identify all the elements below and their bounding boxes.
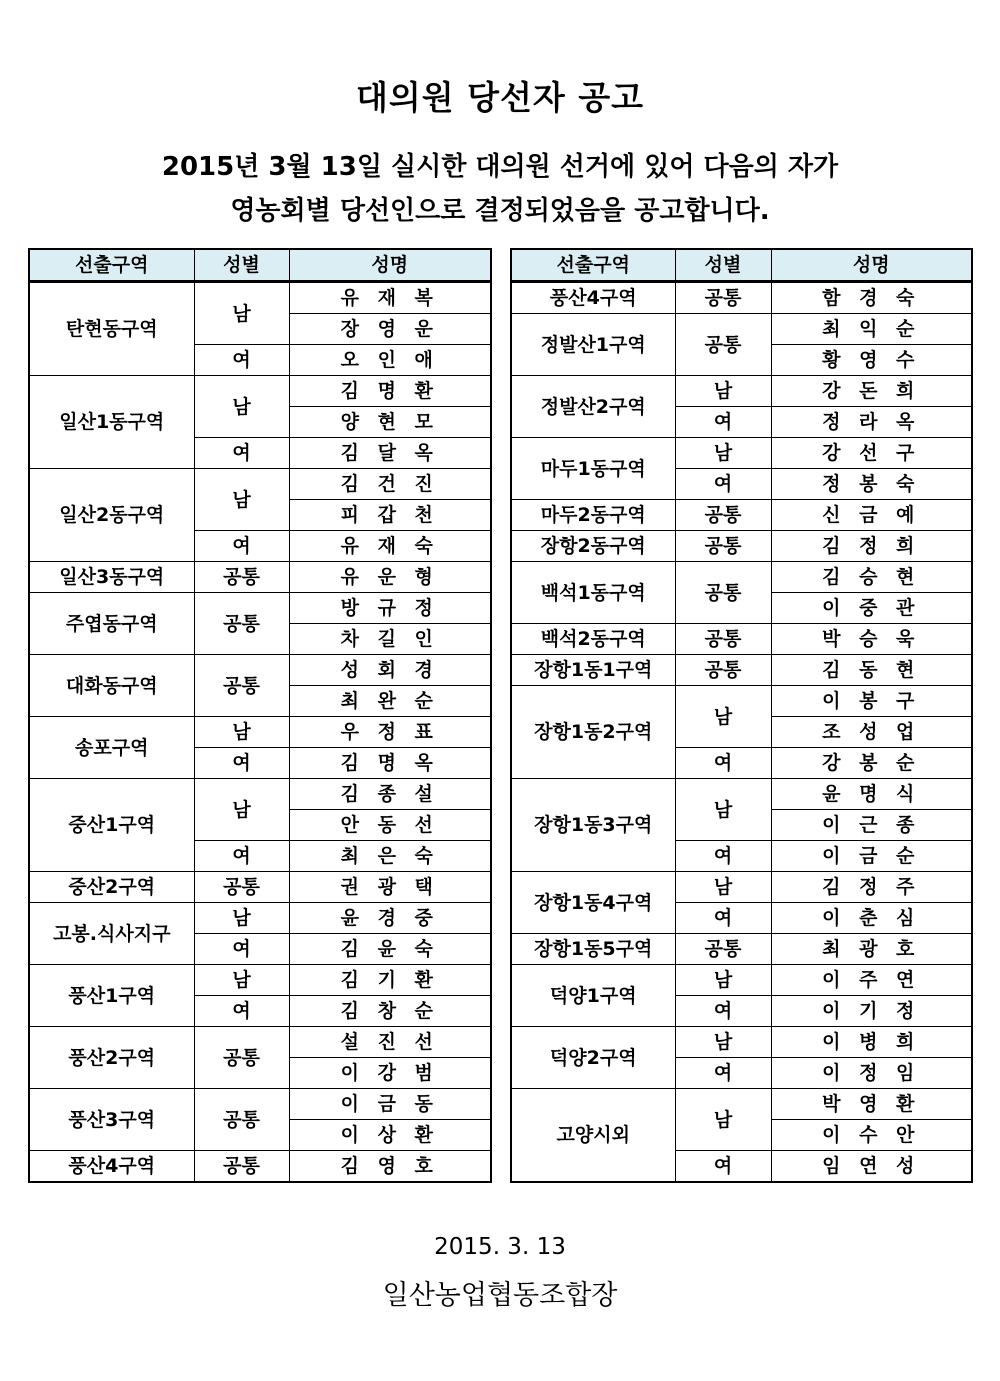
name-cell: 이 주 연 (771, 965, 972, 996)
district-cell: 장항1동2구역 (511, 686, 675, 779)
footer-organization: 일산농업협동조합장 (382, 1280, 618, 1311)
name-cell: 유 재 숙 (289, 531, 491, 562)
district-cell: 장항2동구역 (511, 531, 675, 562)
name-cell: 윤 경 중 (289, 903, 491, 934)
header-name: 성명 (771, 249, 972, 282)
gender-cell: 공통 (194, 872, 289, 903)
name-cell: 이 금 순 (771, 841, 972, 872)
name-cell: 정 라 옥 (771, 407, 972, 438)
table-row (29, 282, 491, 314)
table-row (511, 1089, 972, 1120)
gender-cell: 공통 (194, 1151, 289, 1183)
name-cell: 박 승 욱 (771, 624, 972, 655)
name-cell: 이 춘 심 (771, 903, 972, 934)
district-cell: 풍산2구역 (29, 1027, 194, 1089)
gender-cell: 여 (194, 748, 289, 779)
gender-cell: 여 (194, 345, 289, 376)
name-cell: 조 성 업 (771, 717, 972, 748)
table-row (29, 903, 491, 934)
gender-cell: 남 (194, 903, 289, 934)
district-cell: 송포구역 (29, 717, 194, 779)
district-cell: 중산1구역 (29, 779, 194, 872)
table-row (511, 282, 972, 314)
table-row (511, 314, 972, 345)
district-cell: 주엽동구역 (29, 593, 194, 655)
gender-cell: 남 (194, 965, 289, 996)
district-cell: 백석2동구역 (511, 624, 675, 655)
name-cell: 김 창 순 (289, 996, 491, 1027)
intro-line-1: 2015년 3월 13일 실시한 대의원 선거에 있어 다음의 자가 (161, 152, 839, 182)
district-cell: 마두1동구역 (511, 438, 675, 500)
district-cell: 덕양2구역 (511, 1027, 675, 1089)
name-cell: 최 은 숙 (289, 841, 491, 872)
header-gender: 성별 (675, 249, 771, 282)
name-cell: 김 명 옥 (289, 748, 491, 779)
name-cell: 황 영 수 (771, 345, 972, 376)
gender-cell: 여 (194, 934, 289, 965)
gender-cell: 남 (675, 1027, 771, 1058)
header-name: 성명 (289, 249, 491, 282)
header-gender: 성별 (194, 249, 289, 282)
page-title: 대의원 당선자 공고 (355, 78, 644, 117)
name-cell: 김 기 환 (289, 965, 491, 996)
table-row (511, 531, 972, 562)
name-cell: 김 건 진 (289, 469, 491, 500)
table-row (511, 1027, 972, 1058)
gender-cell: 공통 (194, 593, 289, 655)
district-cell: 풍산1구역 (29, 965, 194, 1027)
gender-cell: 남 (194, 779, 289, 841)
district-cell: 풍산4구역 (511, 282, 675, 314)
district-cell: 일산3동구역 (29, 562, 194, 593)
gender-cell: 여 (675, 748, 771, 779)
gender-cell: 남 (675, 872, 771, 903)
district-cell: 대화동구역 (29, 655, 194, 717)
district-cell: 정발산1구역 (511, 314, 675, 376)
gender-cell: 공통 (194, 655, 289, 717)
name-cell: 강 돈 희 (771, 376, 972, 407)
name-cell: 이 중 관 (771, 593, 972, 624)
gender-cell: 남 (194, 376, 289, 438)
table-header-row (511, 249, 972, 282)
table-header-row (29, 249, 491, 282)
table-row (29, 779, 491, 810)
district-cell: 탄현동구역 (29, 282, 194, 376)
name-cell: 이 강 범 (289, 1058, 491, 1089)
district-cell: 장항1동1구역 (511, 655, 675, 686)
district-cell: 중산2구역 (29, 872, 194, 903)
district-cell: 고양시외 (511, 1089, 675, 1183)
table-row (29, 1151, 491, 1183)
table-row (29, 469, 491, 500)
name-cell: 김 명 환 (289, 376, 491, 407)
district-cell: 정발산2구역 (511, 376, 675, 438)
table-row (511, 934, 972, 965)
name-cell: 오 인 애 (289, 345, 491, 376)
district-cell: 풍산3구역 (29, 1089, 194, 1151)
gender-cell: 공통 (675, 314, 771, 376)
district-cell: 백석1동구역 (511, 562, 675, 624)
gender-cell: 공통 (675, 655, 771, 686)
header-district: 선출구역 (29, 249, 194, 282)
name-cell: 이 정 임 (771, 1058, 972, 1089)
name-cell: 김 종 설 (289, 779, 491, 810)
gender-cell: 공통 (675, 282, 771, 314)
name-cell: 최 광 호 (771, 934, 972, 965)
header-district: 선출구역 (511, 249, 675, 282)
gender-cell: 남 (675, 438, 771, 469)
district-cell: 일산2동구역 (29, 469, 194, 562)
name-cell: 김 영 호 (289, 1151, 491, 1183)
district-cell: 장항1동5구역 (511, 934, 675, 965)
table-row (511, 438, 972, 469)
table-row (511, 779, 972, 810)
name-cell: 이 병 희 (771, 1027, 972, 1058)
table-row (29, 872, 491, 903)
gender-cell: 여 (675, 996, 771, 1027)
table-row (29, 562, 491, 593)
name-cell: 차 길 인 (289, 624, 491, 655)
name-cell: 양 현 모 (289, 407, 491, 438)
name-cell: 이 금 동 (289, 1089, 491, 1120)
table-row (29, 965, 491, 996)
table-row (29, 655, 491, 686)
gender-cell: 여 (194, 438, 289, 469)
name-cell: 신 금 예 (771, 500, 972, 531)
gender-cell: 여 (675, 841, 771, 872)
table-row (29, 1027, 491, 1058)
name-cell: 김 동 현 (771, 655, 972, 686)
gender-cell: 남 (194, 469, 289, 531)
name-cell: 정 봉 숙 (771, 469, 972, 500)
name-cell: 성 회 경 (289, 655, 491, 686)
name-cell: 최 익 순 (771, 314, 972, 345)
right-table-body (511, 282, 972, 1183)
name-cell: 김 윤 숙 (289, 934, 491, 965)
district-cell: 고봉.식사지구 (29, 903, 194, 965)
gender-cell: 남 (675, 376, 771, 407)
name-cell: 이 봉 구 (771, 686, 972, 717)
table-row (511, 624, 972, 655)
name-cell: 이 근 종 (771, 810, 972, 841)
table-row (511, 376, 972, 407)
table-row (511, 872, 972, 903)
name-cell: 함 경 숙 (771, 282, 972, 314)
district-cell: 풍산4구역 (29, 1151, 194, 1183)
table-row (511, 655, 972, 686)
left-table-body (29, 282, 491, 1183)
gender-cell: 남 (675, 779, 771, 841)
gender-cell: 여 (675, 903, 771, 934)
table-row (511, 965, 972, 996)
district-cell: 장항1동4구역 (511, 872, 675, 934)
gender-cell: 공통 (194, 1089, 289, 1151)
gender-cell: 여 (194, 996, 289, 1027)
table-row (29, 717, 491, 748)
table-row (29, 593, 491, 624)
gender-cell: 공통 (194, 1027, 289, 1089)
gender-cell: 공통 (675, 624, 771, 655)
table-row (511, 500, 972, 531)
district-cell: 덕양1구역 (511, 965, 675, 1027)
gender-cell: 여 (194, 531, 289, 562)
district-cell: 마두2동구역 (511, 500, 675, 531)
gender-cell: 여 (675, 1151, 771, 1183)
name-cell: 김 달 옥 (289, 438, 491, 469)
district-cell: 일산1동구역 (29, 376, 194, 469)
gender-cell: 여 (675, 469, 771, 500)
name-cell: 강 선 구 (771, 438, 972, 469)
name-cell: 장 영 운 (289, 314, 491, 345)
gender-cell: 공통 (675, 500, 771, 531)
table-row (29, 376, 491, 407)
gender-cell: 남 (675, 965, 771, 996)
right-results-table (510, 248, 973, 1183)
gender-cell: 공통 (194, 562, 289, 593)
name-cell: 박 영 환 (771, 1089, 972, 1120)
name-cell: 이 기 정 (771, 996, 972, 1027)
name-cell: 김 정 희 (771, 531, 972, 562)
name-cell: 안 동 선 (289, 810, 491, 841)
name-cell: 피 갑 천 (289, 500, 491, 531)
name-cell: 유 재 복 (289, 282, 491, 314)
name-cell: 강 봉 순 (771, 748, 972, 779)
table-row (511, 562, 972, 593)
name-cell: 임 연 성 (771, 1151, 972, 1183)
name-cell: 윤 명 식 (771, 779, 972, 810)
gender-cell: 남 (675, 1089, 771, 1151)
gender-cell: 공통 (675, 934, 771, 965)
intro-line-2: 영농회별 당선인으로 결정되었음을 공고합니다. (230, 196, 770, 226)
name-cell: 김 정 주 (771, 872, 972, 903)
gender-cell: 여 (194, 841, 289, 872)
name-cell: 우 정 표 (289, 717, 491, 748)
gender-cell: 남 (194, 717, 289, 748)
gender-cell: 남 (194, 282, 289, 345)
left-results-table (28, 248, 492, 1183)
name-cell: 유 운 형 (289, 562, 491, 593)
name-cell: 김 승 현 (771, 562, 972, 593)
gender-cell: 공통 (675, 531, 771, 562)
table-row (29, 1089, 491, 1120)
gender-cell: 공통 (675, 562, 771, 624)
gender-cell: 남 (675, 686, 771, 748)
name-cell: 설 진 선 (289, 1027, 491, 1058)
name-cell: 방 규 정 (289, 593, 491, 624)
gender-cell: 여 (675, 1058, 771, 1089)
name-cell: 권 광 택 (289, 872, 491, 903)
gender-cell: 여 (675, 407, 771, 438)
name-cell: 이 수 안 (771, 1120, 972, 1151)
name-cell: 이 상 환 (289, 1120, 491, 1151)
district-cell: 장항1동3구역 (511, 779, 675, 872)
table-row (511, 686, 972, 717)
footer-date: 2015. 3. 13 (434, 1234, 566, 1260)
name-cell: 최 완 순 (289, 686, 491, 717)
